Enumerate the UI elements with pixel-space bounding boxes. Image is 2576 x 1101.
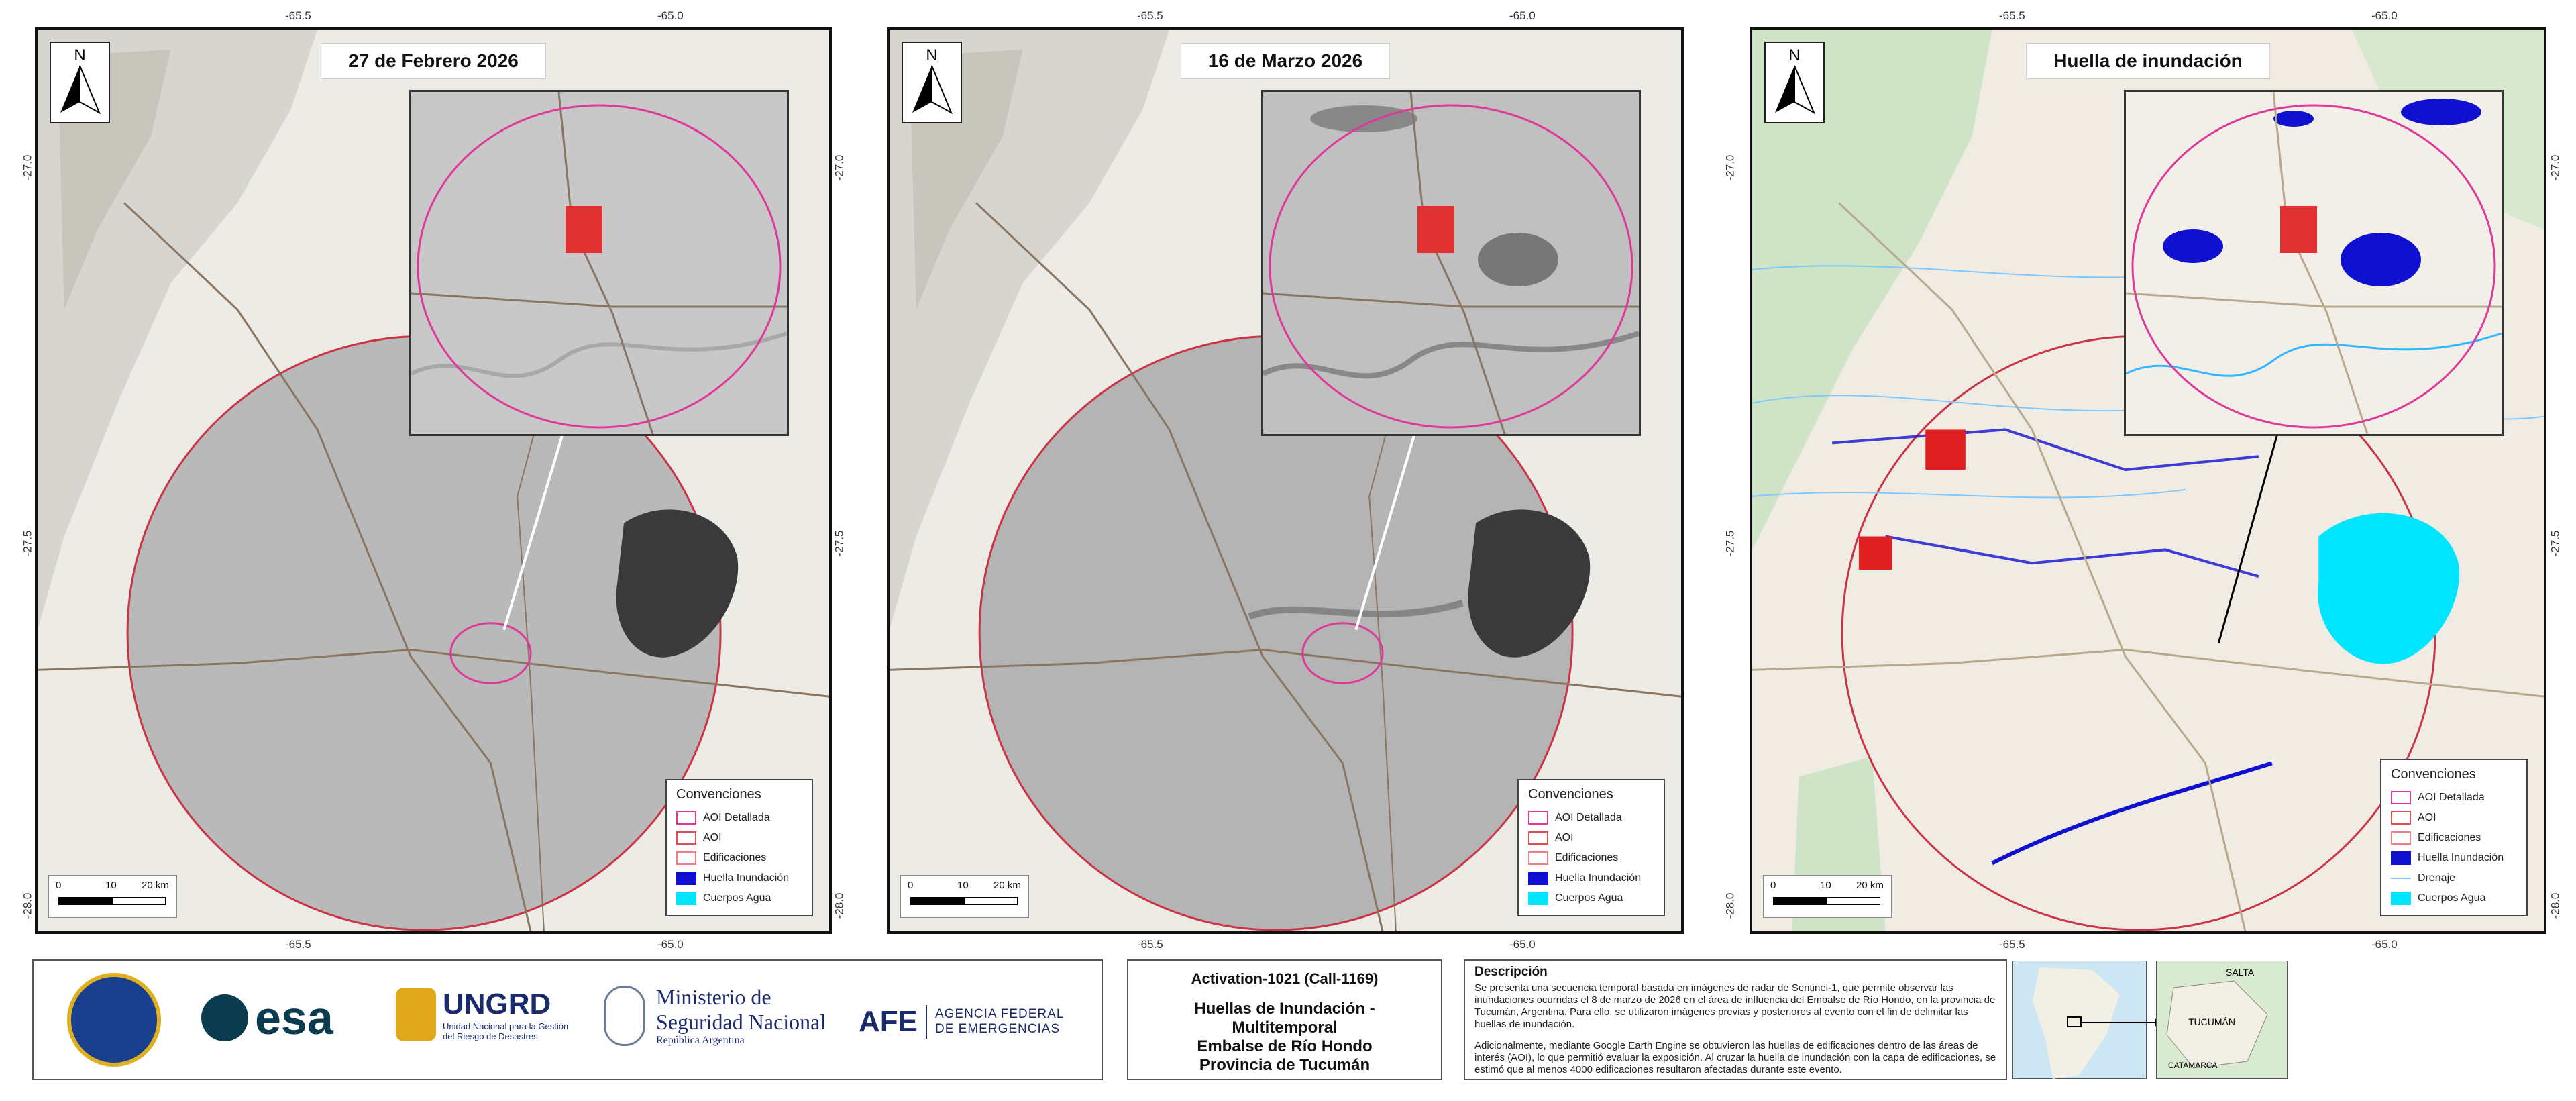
north-label: N	[1788, 46, 1801, 64]
legend-item: AOI	[1528, 828, 1654, 848]
description-paragraph-2: Adicionalmente, mediante Google Earth Engine se obtuvieron las huellas de edificaciones dentro de las áreas de interés (AOI), lo que permitió evaluar la exposición. Al cruzar la huella de inundación con la capa de edificaciones, se estimó que al menos 4000 edificaciones resultaron afectadas durante este evento.	[1474, 1040, 1996, 1076]
scale-label-0: 0	[1770, 880, 1776, 891]
tick-lat: -27.0	[21, 154, 34, 181]
tick-lat: -27.5	[21, 530, 34, 557]
ungrd-hand-icon	[396, 988, 436, 1041]
scale-label-10: 10	[957, 880, 969, 891]
escudo-icon	[604, 986, 645, 1046]
scale-label-0: 0	[908, 880, 914, 891]
tick-lat: -28.0	[833, 892, 846, 919]
scale-label-20: 20 km	[994, 880, 1021, 891]
map-panel-2	[887, 27, 1684, 934]
ministerio-line3: República Argentina	[656, 1035, 745, 1046]
tick-lat: -27.5	[833, 530, 846, 557]
north-label: N	[74, 46, 86, 64]
scale-bar	[900, 875, 1029, 918]
tick-lon: -65.5	[1999, 9, 2025, 22]
tick-lon: -65.5	[285, 9, 311, 22]
tick-lat: -27.0	[833, 154, 846, 181]
tick-lon: -65.5	[1137, 9, 1163, 22]
locator-label-tucuman: TUCUMÁN	[2188, 1016, 2235, 1027]
tick-lon: -65.0	[2371, 9, 2398, 22]
map-panel-1	[35, 27, 832, 934]
locator-label-catamarca: CATAMARCA	[2168, 1061, 2218, 1070]
tick-lat: -27.5	[1723, 530, 1737, 557]
tick-lon: -65.0	[657, 938, 684, 951]
activation-line3: Embalse de Río Hondo	[1197, 1037, 1373, 1055]
scale-label-10: 10	[105, 880, 117, 891]
legend-item: Edificaciones	[1528, 848, 1654, 868]
activation-id: Activation-1021 (Call-1169)	[1191, 970, 1379, 987]
legend-item: Edificaciones	[2391, 828, 2517, 848]
ministerio-line2: Seguridad Nacional	[656, 1010, 826, 1034]
locator-label-salta: SALTA	[2226, 967, 2255, 978]
activation-line4: Provincia de Tucumán	[1199, 1056, 1371, 1074]
panel-title: 16 de Marzo 2026	[1181, 43, 1390, 79]
afe-sub2: DE EMERGENCIAS	[935, 1022, 1061, 1036]
legend-item: Edificaciones	[676, 848, 802, 868]
charter-logo-icon	[67, 973, 161, 1067]
scale-bar	[48, 875, 177, 918]
tick-lat: -27.0	[1723, 154, 1737, 181]
description-paragraph-1: Se presenta una secuencia temporal basada en imágenes de radar de Sentinel-1, que permite observar las inundaciones ocurridas el 8 de marzo de 2026 en el área de influencia del Embalse de Río Hondo, en la provincia de Tucumán, Argentina. Para ello, se utilizaron imágenes previas y posteriores al evento con el fin de delimitar las huellas de inundación.	[1474, 982, 1996, 1030]
description-title: Descripción	[1474, 965, 1548, 979]
legend-item: Drenaje	[2391, 868, 2517, 888]
activation-line2: Multitemporal	[1232, 1018, 1338, 1037]
afe-logo	[859, 1005, 1064, 1039]
scale-label-0: 0	[56, 880, 62, 891]
tick-lon: -65.0	[1509, 9, 1536, 22]
scale-label-20: 20 km	[1856, 880, 1884, 891]
legend-item: Cuerpos Agua	[2391, 888, 2517, 908]
tick-lat: -28.0	[2548, 892, 2562, 919]
esa-logo	[201, 992, 333, 1044]
tick-lon: -65.0	[2371, 938, 2398, 951]
tick-lat: -27.0	[2548, 154, 2562, 181]
inset-map	[1261, 90, 1641, 436]
legend	[1517, 779, 1665, 916]
legend	[2380, 759, 2528, 916]
north-label: N	[926, 46, 938, 64]
scale-label-20: 20 km	[142, 880, 169, 891]
esa-text: esa	[255, 992, 333, 1044]
ministerio-logo	[604, 985, 826, 1047]
afe-sub1: AGENCIA FEDERAL	[935, 1007, 1065, 1021]
tick-lat: -27.5	[2548, 530, 2562, 557]
activation-box	[1127, 959, 1442, 1080]
legend-title: Convenciones	[676, 787, 761, 802]
legend-item: Cuerpos Agua	[1528, 888, 1654, 908]
tick-lon: -65.5	[285, 938, 311, 951]
tick-lon: -65.0	[1509, 938, 1536, 951]
panel-title: Huella de inundación	[2026, 43, 2270, 79]
ungrd-sub2: del Riesgo de Desastres	[443, 1031, 538, 1041]
tick-lon: -65.0	[657, 9, 684, 22]
legend-item: Huella Inundación	[1528, 868, 1654, 888]
north-arrow-icon	[902, 42, 962, 123]
activation-line1: Huellas de Inundación -	[1194, 1000, 1375, 1018]
legend-title: Convenciones	[1528, 787, 1613, 802]
legend-title: Convenciones	[2391, 767, 2476, 782]
legend-item: AOI	[676, 828, 802, 848]
logos-box	[32, 959, 1103, 1080]
legend-item: Huella Inundación	[676, 868, 802, 888]
tick-lat: -28.0	[1723, 892, 1737, 919]
locator-map	[2012, 961, 2288, 1079]
legend-item: Huella Inundación	[2391, 848, 2517, 868]
scale-label-10: 10	[1820, 880, 1831, 891]
legend	[665, 779, 813, 916]
ministerio-line1: Ministerio de	[656, 985, 771, 1009]
map-panel-3	[1750, 27, 2546, 934]
ungrd-logo	[396, 988, 568, 1041]
north-arrow-icon	[50, 42, 110, 123]
legend-item: AOI Detallada	[676, 808, 802, 828]
ungrd-sub1: Unidad Nacional para la Gestión	[443, 1021, 569, 1031]
esa-circle-icon	[201, 994, 248, 1041]
legend-item: Cuerpos Agua	[676, 888, 802, 908]
legend-item: AOI Detallada	[2391, 788, 2517, 808]
afe-text: AFE	[859, 1005, 927, 1039]
legend-item: AOI Detallada	[1528, 808, 1654, 828]
description-box	[1464, 959, 2007, 1080]
tick-lat: -28.0	[21, 892, 34, 919]
panel-title: 27 de Febrero 2026	[321, 43, 546, 79]
tick-lon: -65.5	[1999, 938, 2025, 951]
north-arrow-icon	[1764, 42, 1825, 123]
tick-lon: -65.5	[1137, 938, 1163, 951]
inset-map	[409, 90, 789, 436]
ungrd-title: UNGRD	[443, 988, 551, 1020]
scale-bar	[1763, 875, 1892, 918]
inset-map	[2124, 90, 2504, 436]
legend-item: AOI	[2391, 808, 2517, 828]
